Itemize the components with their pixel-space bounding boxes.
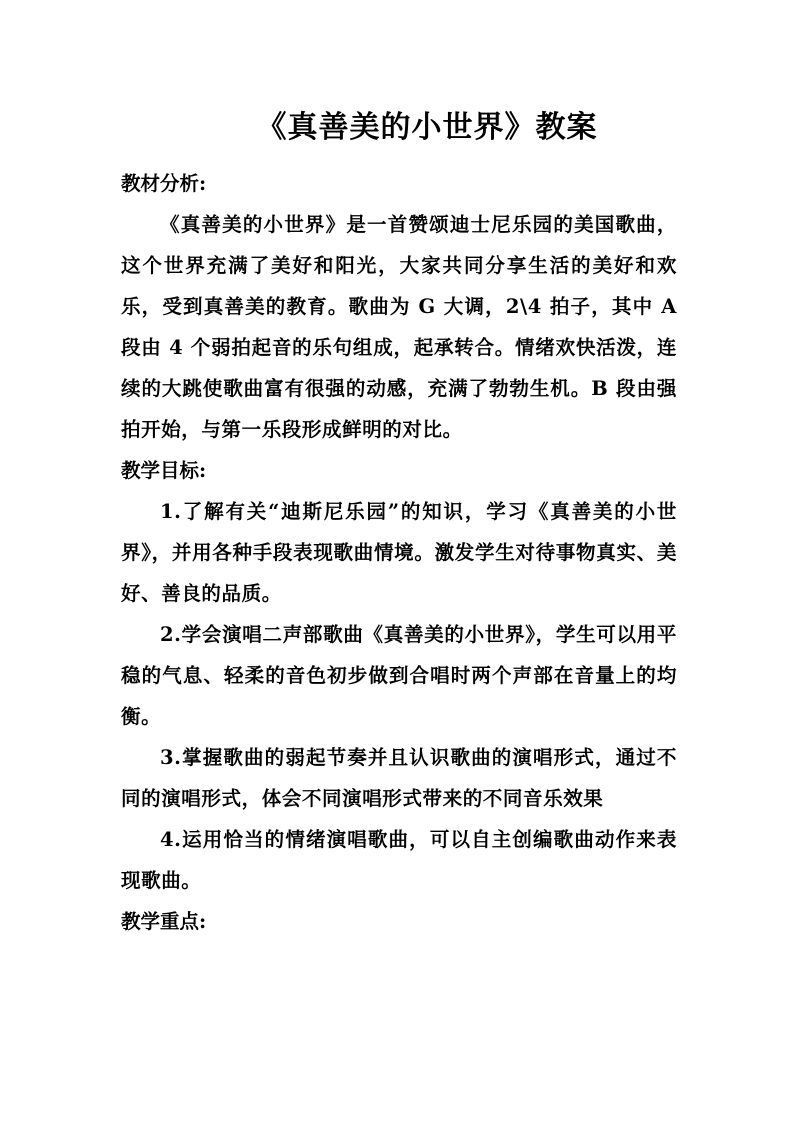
objective-item: 2.学会演唱二声部歌曲《真善美的小世界》，学生可以用平稳的气息、轻柔的音色初步做到合唱时两个声部在音量上的均衡。 bbox=[121, 623, 677, 728]
objective-item: 1.了解有关“迪斯尼乐园”的知识，学习《真善美的小世界》，并用各种手段表现歌曲情境。激发学生对待事物真实、美好、善良的品质。 bbox=[121, 500, 677, 605]
objective-item: 4.运用恰当的情绪演唱歌曲，可以自主创编歌曲动作来表现歌曲。 bbox=[121, 828, 677, 892]
objective-item: 3.掌握歌曲的弱起节奏并且认识歌曲的演唱形式，通过不同的演唱形式，体会不同演唱形式带来的不同音乐效果 bbox=[121, 746, 677, 810]
paragraph: 《真善美的小世界》是一首赞颂迪士尼乐园的美国歌曲，这个世界充满了美好和阳光，大家共同分享生活的美好和欢乐，受到真善美的教育。歌曲为 G 大调，2\4 拍子，其中 A 段由 4 个弱拍起音的乐句组成，起承转合。情绪欢快活泼，连续的大跳使歌曲富有很强的动感，充满了勃勃生机。B 段由强拍开始，与第一乐段形成鲜明的对比。 bbox=[121, 213, 677, 441]
section-heading: 教学目标: bbox=[121, 459, 207, 482]
document-body bbox=[121, 163, 677, 942]
section-heading: 教材分析: bbox=[121, 172, 207, 195]
section-heading: 教学重点: bbox=[121, 910, 207, 933]
section-teaching-focus bbox=[121, 901, 677, 942]
document-title: 《真善美的小世界》教案 bbox=[256, 110, 598, 145]
section-teaching-objectives bbox=[121, 450, 677, 901]
section-textbook-analysis bbox=[121, 163, 677, 450]
